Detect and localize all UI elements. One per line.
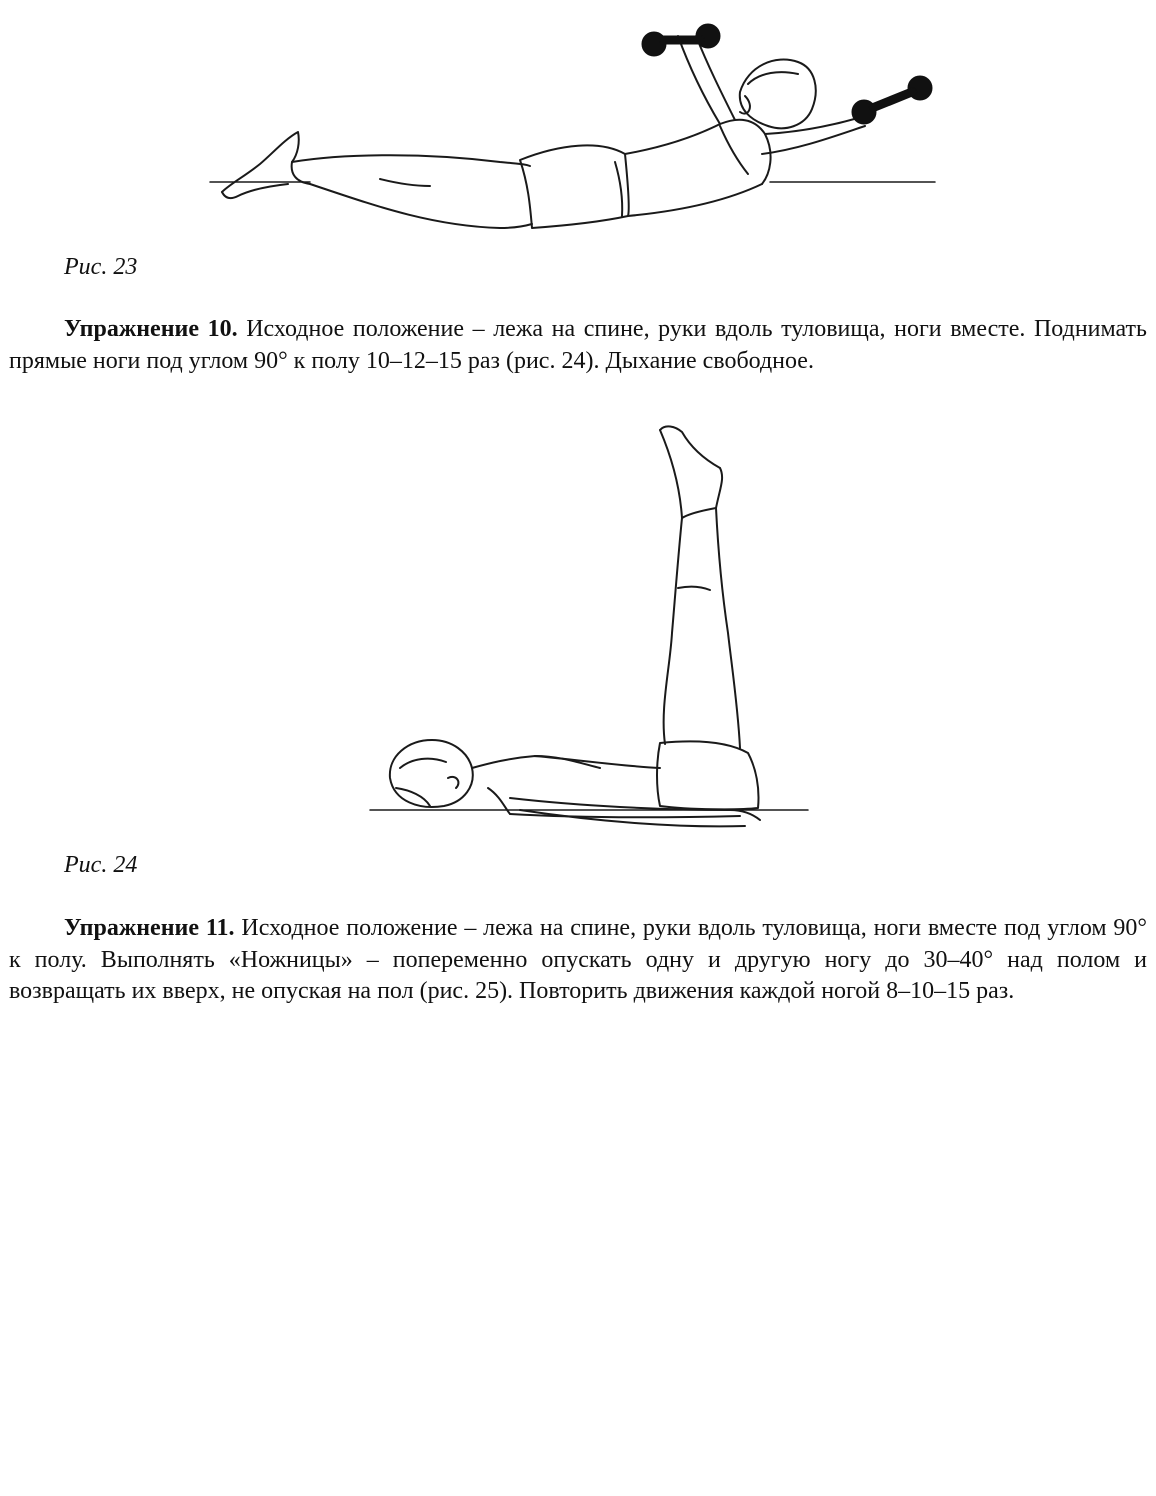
figure-23-caption: Рис. 23 (64, 254, 138, 280)
exercise-10-title: Упражнение 10. (64, 316, 238, 342)
exercise-10-paragraph (9, 314, 1147, 377)
figure-23-illustration (200, 14, 945, 244)
exercise-11-title: Упражнение 11. (64, 915, 235, 941)
figure-24-caption: Рис. 24 (64, 852, 138, 878)
exercise-11-text: Исходное положение – лежа на спине, руки вдоль туловища, ноги вместе под углом 90° к полу. Выполнять «Ножницы» – попеременно опускать одну и другую ногу до 30–40° над полом и возвращать их вверх, не опуская на пол (рис. 25). Повторить движения каждой ногой 8–10–15 раз. (9, 915, 1148, 1004)
woman-lying-prone-raising-dumbbells-icon (200, 14, 945, 244)
figure-24-illustration (360, 418, 820, 848)
exercise-11-paragraph (9, 913, 1147, 1008)
exercise-10-text: Исходное положение – лежа на спине, руки вдоль туловища, ноги вместе. Поднимать прямые ноги под углом 90° к полу 10–12–15 раз (рис. 24). Дыхание свободное. (9, 316, 1147, 374)
woman-lying-supine-legs-raised-icon (360, 418, 820, 848)
